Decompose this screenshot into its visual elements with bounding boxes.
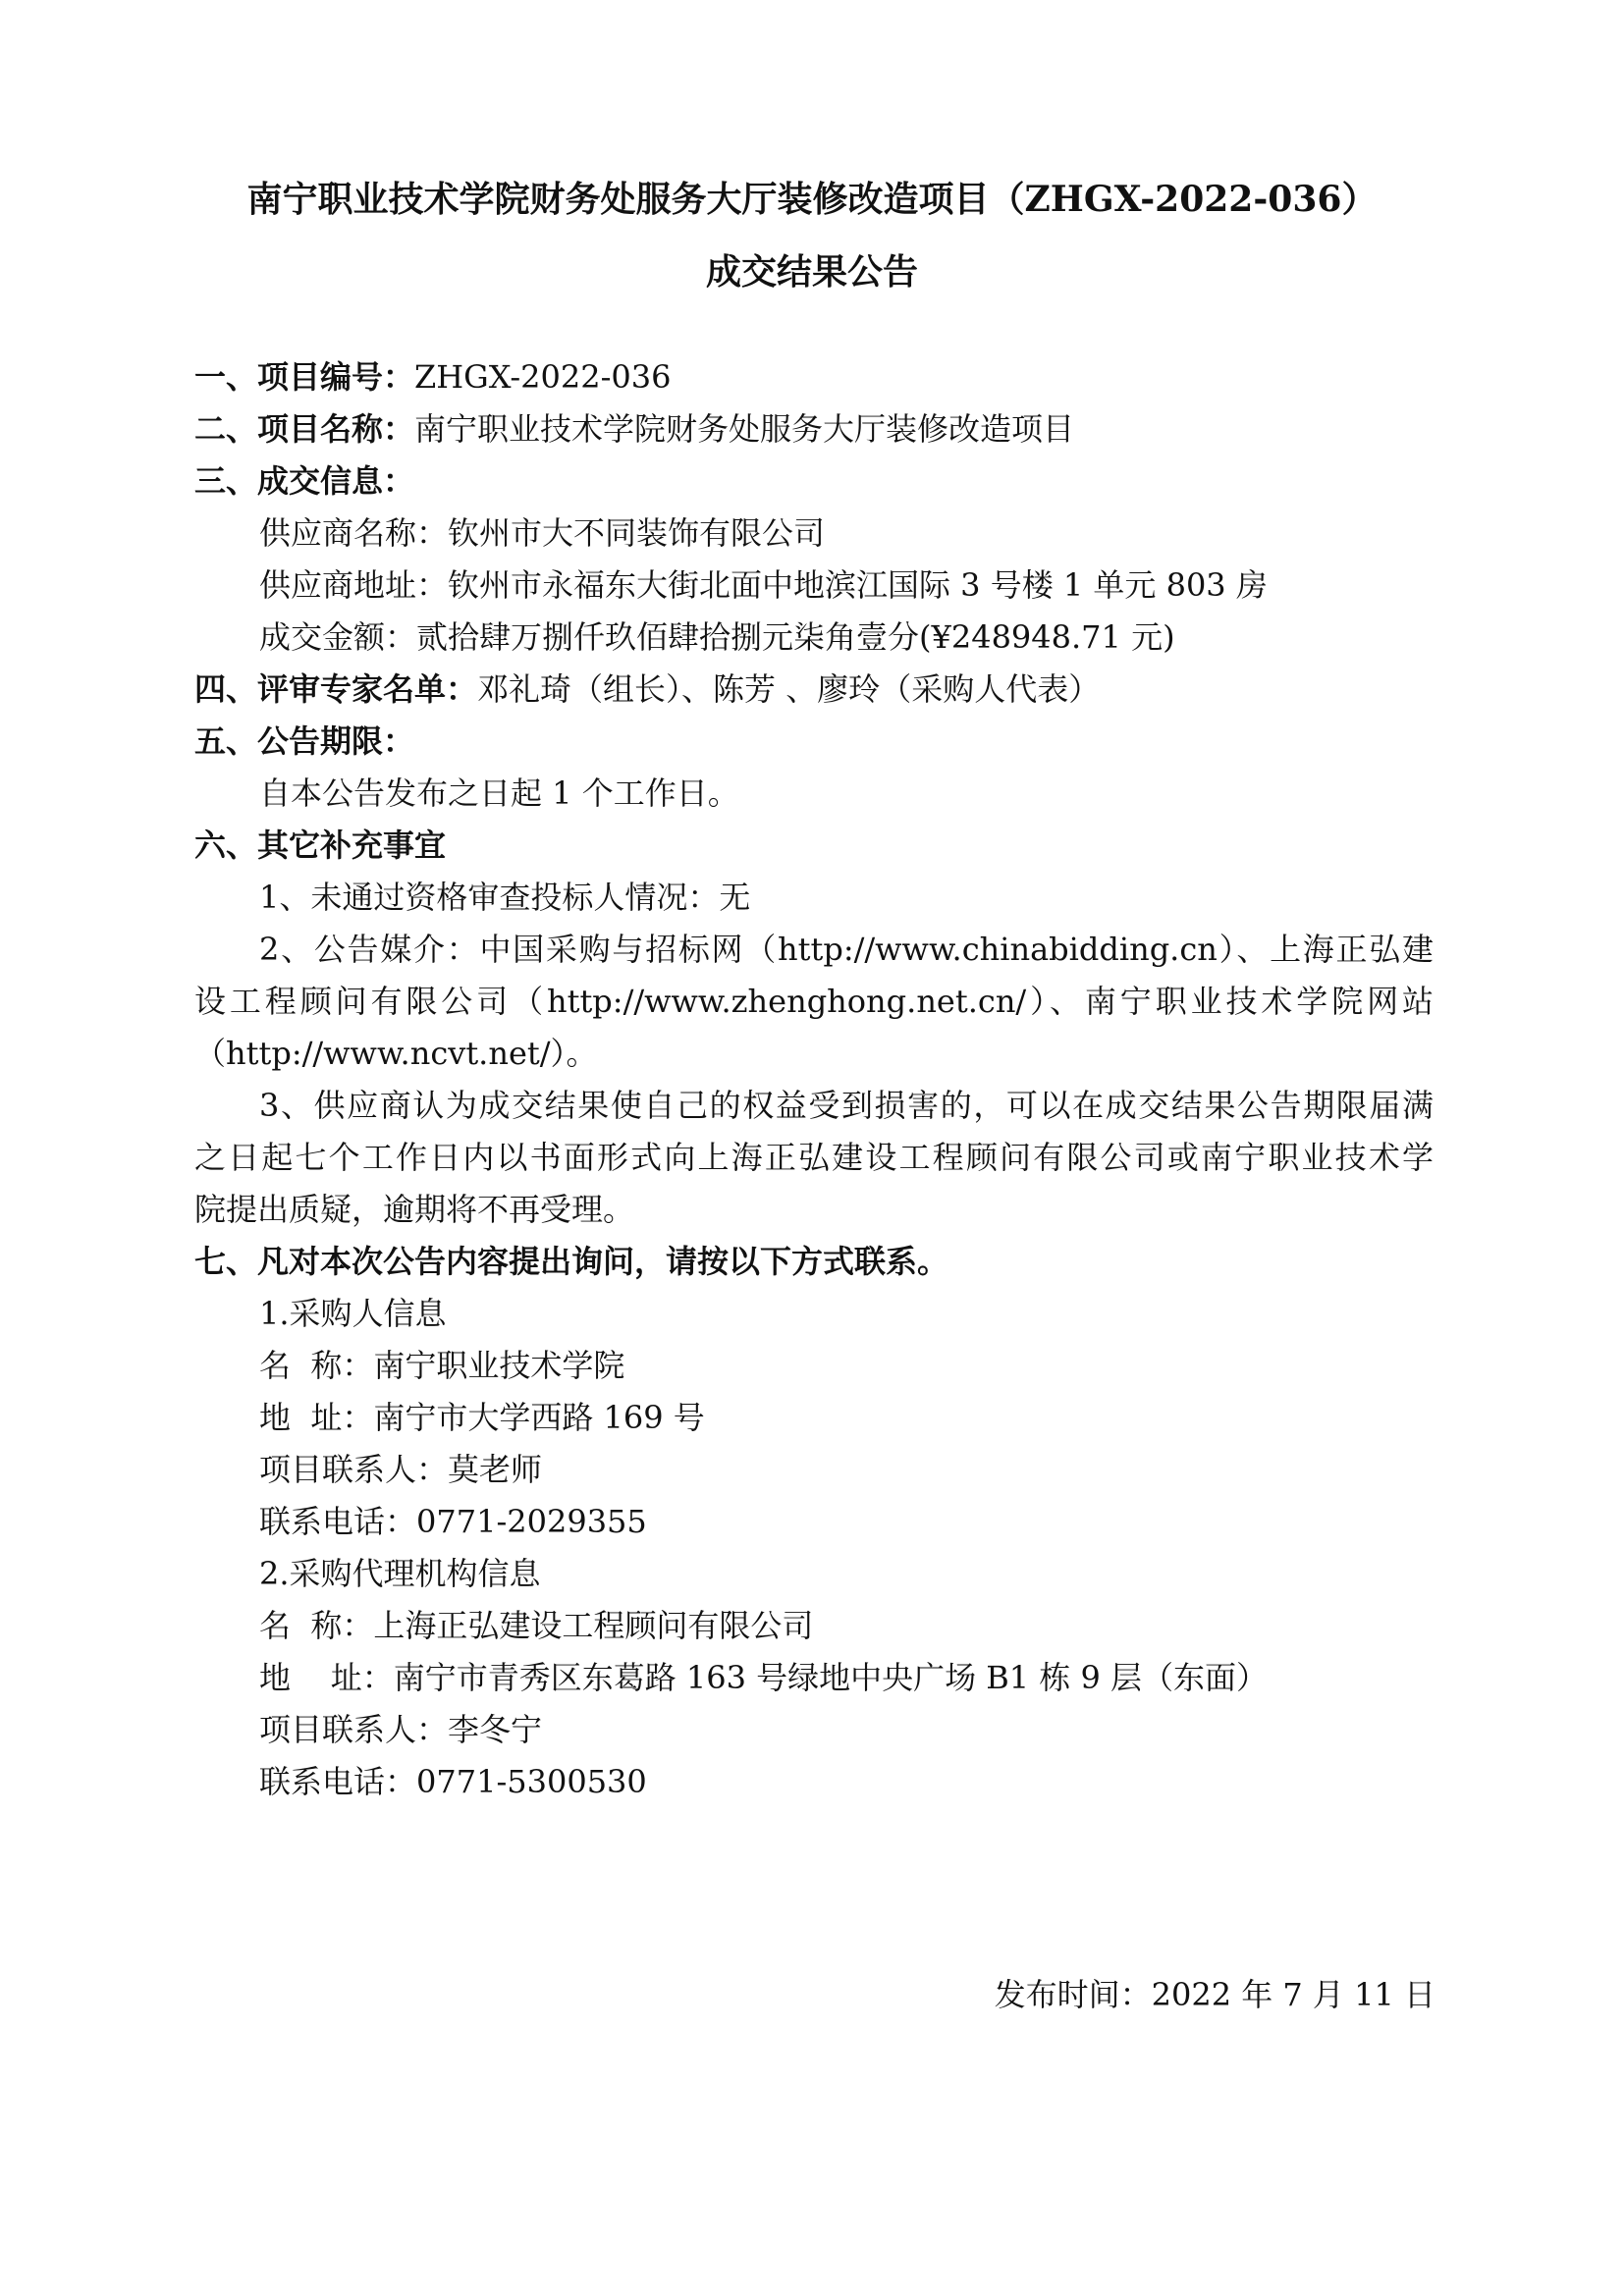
project-name-label: 二、项目名称： [194,410,415,448]
supplementary-item-2-line2: 设工程顾问有限公司（http://www.zhenghong.net.cn/）、南宁职业技术学院网站 [194,983,1434,1020]
notice-period-heading: 五、公告期限： [194,722,415,760]
supplementary-item-2-line1: 2、公告媒介：中国采购与招标网（http://www.chinabidding.cn）、上海正弘建 [259,931,1434,968]
deal-info-heading: 三、成交信息： [194,462,415,500]
publish-date: 发布时间：2022 年 7 月 11 日 [994,1976,1435,2013]
supplementary-item-3-line1: 3、供应商认为成交结果使自己的权益受到损害的，可以在成交结果公告期限届满 [259,1087,1434,1124]
expert-list-line [194,664,1100,715]
agent-contact: 项目联系人：李冬宁 [259,1711,543,1748]
buyer-address: 地 址：南宁市大学西路 169 号 [259,1399,705,1436]
project-number-value: ZHGX-2022-036 [414,358,672,396]
buyer-info-heading: 1.采购人信息 [259,1295,447,1332]
supplier-name: 供应商名称：钦州市大不同装饰有限公司 [259,514,826,552]
project-number-label: 一、项目编号： [194,358,415,396]
agent-address: 地 址：南宁市青秀区东葛路 163 号绿地中央广场 B1 栋 9 层（东面） [259,1659,1269,1696]
supplier-address: 供应商地址：钦州市永福东大街北面中地滨江国际 3 号楼 1 单元 803 房 [259,566,1268,604]
supplementary-item-3-line3: 院提出质疑，逾期将不再受理。 [194,1191,635,1228]
project-number-line [194,351,672,402]
agent-phone: 联系电话：0771-5300530 [259,1763,647,1800]
supplementary-item-1: 1、未通过资格审查投标人情况：无 [259,879,751,916]
document-title-line2: 成交结果公告 [705,251,918,293]
supplementary-item-3-line2: 之日起七个工作日内以书面形式向上海正弘建设工程顾问有限公司或南宁职业技术学 [194,1139,1434,1176]
project-name-line [194,403,1074,454]
expert-list-label: 四、评审专家名单： [194,670,478,708]
agent-name: 名 称：上海正弘建设工程顾问有限公司 [259,1607,814,1644]
agent-info-heading: 2.采购代理机构信息 [259,1555,541,1592]
contact-heading: 七、凡对本次公告内容提出询问，请按以下方式联系。 [194,1243,949,1280]
expert-list-value: 邓礼琦（组长）、陈芳 、廖玲（采购人代表） [477,670,1101,708]
buyer-phone: 联系电话：0771-2029355 [259,1503,647,1540]
project-name-value: 南宁职业技术学院财务处服务大厅装修改造项目 [414,410,1075,448]
buyer-name: 名 称：南宁职业技术学院 [259,1347,625,1384]
deal-amount: 成交金额：贰拾肆万捌仟玖佰肆拾捌元柒角壹分(¥248948.71 元) [259,618,1175,656]
supplementary-item-2-line3: （http://www.ncvt.net/）。 [194,1035,598,1072]
document-title-line1: 南宁职业技术学院财务处服务大厅装修改造项目（ZHGX-2022-036） [246,179,1378,220]
buyer-contact: 项目联系人：莫老师 [259,1451,543,1488]
notice-period-text: 自本公告发布之日起 1 个工作日。 [259,774,739,812]
supplementary-heading: 六、其它补充事宜 [194,827,447,864]
